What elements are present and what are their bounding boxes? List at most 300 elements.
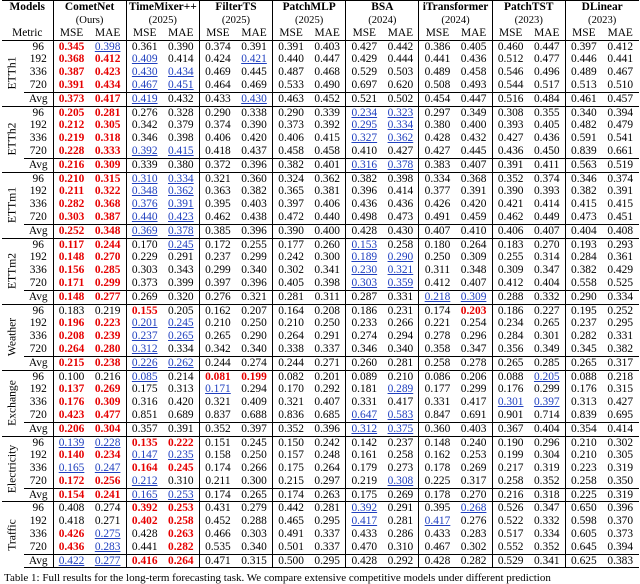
value: 0.332	[533, 515, 560, 528]
value-cell	[602, 66, 639, 79]
value-cell	[529, 238, 566, 251]
value-cell	[529, 132, 566, 145]
table-row	[2, 370, 639, 383]
value: 0.404	[533, 276, 560, 289]
value: 0.406	[205, 132, 231, 145]
value-cell	[382, 436, 419, 449]
value: 0.334	[607, 290, 634, 303]
value-cell	[273, 198, 310, 211]
second-best-value: 0.430	[131, 66, 158, 79]
best-value: 0.244	[94, 238, 121, 251]
value: 0.493	[460, 78, 487, 91]
value-cell	[163, 541, 200, 554]
value: 0.357	[131, 422, 158, 435]
value: 0.302	[278, 264, 304, 277]
value-cell	[53, 251, 90, 264]
dataset-label	[2, 370, 24, 436]
value: 0.296	[460, 330, 487, 343]
value: 0.526	[497, 502, 524, 515]
best-value: 0.148	[58, 251, 85, 264]
value-cell	[236, 185, 273, 198]
value-cell	[163, 185, 200, 198]
value: 0.391	[460, 185, 487, 198]
value: 0.210	[387, 370, 414, 383]
value: 0.479	[607, 119, 634, 132]
value-cell	[236, 422, 273, 436]
value-cell	[126, 66, 163, 79]
value-cell	[273, 356, 310, 370]
value-cell	[53, 449, 90, 462]
value: 0.396	[241, 224, 267, 237]
value-cell	[346, 502, 383, 515]
value: 0.089	[351, 370, 378, 383]
value-cell	[90, 106, 127, 119]
value: 0.248	[314, 449, 341, 462]
value: 0.217	[497, 462, 524, 475]
best-value: 0.196	[58, 317, 85, 330]
value: 0.529	[497, 554, 524, 567]
second-best-value: 0.212	[131, 474, 158, 487]
value-cell	[382, 317, 419, 330]
model-name: TimeMixer++	[126, 1, 199, 15]
value: 0.321	[205, 396, 231, 409]
value-cell	[456, 488, 493, 502]
value-cell	[126, 554, 163, 568]
best-value: 0.304	[94, 422, 121, 435]
value-cell	[565, 515, 602, 528]
horizon-cell: Avg	[24, 488, 53, 502]
value: 0.473	[571, 210, 597, 223]
value: 0.255	[497, 251, 524, 264]
value: 0.274	[241, 356, 267, 369]
value-cell	[236, 66, 273, 79]
value-cell	[163, 79, 200, 92]
value-cell	[419, 198, 456, 211]
metric-mse: MSE	[492, 27, 529, 40]
value: 0.379	[168, 119, 194, 132]
value: 0.440	[314, 210, 341, 223]
value: 0.393	[533, 185, 560, 198]
table-row	[2, 79, 639, 92]
value: 0.242	[314, 436, 341, 449]
table-row	[2, 436, 639, 449]
value-cell	[602, 251, 639, 264]
value: 0.309	[497, 264, 524, 277]
value-cell	[529, 119, 566, 132]
model-year: (2023)	[565, 14, 638, 27]
value-cell	[456, 92, 493, 106]
value-cell	[126, 92, 163, 106]
value-cell	[199, 370, 236, 383]
value: 0.338	[241, 106, 267, 119]
value-cell	[456, 502, 493, 515]
value: 0.311	[424, 264, 451, 277]
value: 0.901	[497, 408, 524, 421]
value: 0.360	[424, 422, 451, 435]
table-row	[2, 396, 639, 409]
value-cell	[382, 356, 419, 370]
value: 0.337	[314, 342, 341, 355]
value: 0.279	[241, 502, 267, 515]
value-cell	[382, 224, 419, 238]
best-value: 0.299	[94, 276, 121, 289]
value-cell	[126, 515, 163, 528]
value: 0.281	[278, 290, 304, 303]
value: 0.428	[424, 132, 451, 145]
value-cell	[602, 370, 639, 383]
table-row	[2, 475, 639, 488]
value-cell	[492, 238, 529, 251]
value-cell	[565, 343, 602, 356]
value-cell	[90, 53, 127, 66]
value: 0.290	[571, 290, 597, 303]
value-cell	[382, 119, 419, 132]
value: 0.278	[424, 330, 451, 343]
value-cell	[163, 488, 200, 502]
value: 0.436	[460, 53, 487, 66]
value-cell	[236, 211, 273, 224]
best-value: 0.203	[460, 304, 487, 317]
value: 0.250	[241, 449, 267, 462]
second-best-value: 0.397	[533, 396, 560, 409]
value: 0.352	[533, 540, 560, 553]
value: 0.457	[607, 92, 634, 105]
dataset-name: ETTh1	[5, 56, 19, 90]
value-cell	[346, 211, 383, 224]
best-value: 0.208	[58, 330, 85, 343]
value: 0.484	[533, 92, 560, 105]
value: 0.088	[497, 370, 524, 383]
value: 0.193	[571, 238, 597, 251]
value-cell	[53, 277, 90, 290]
value-cell	[346, 409, 383, 422]
value-cell	[309, 106, 346, 119]
value-cell	[309, 185, 346, 198]
value: 0.219	[94, 304, 121, 317]
value-cell	[382, 198, 419, 211]
value: 0.407	[533, 224, 560, 237]
value: 0.177	[424, 383, 451, 396]
value-cell	[163, 462, 200, 475]
value: 0.281	[314, 502, 341, 515]
value-cell	[163, 251, 200, 264]
value-cell	[419, 172, 456, 185]
value-cell	[90, 145, 127, 158]
horizon-cell: 192	[29, 53, 47, 66]
value-cell	[163, 422, 200, 436]
value-cell	[236, 92, 273, 106]
horizon-cell: 720	[29, 276, 47, 289]
value-cell	[236, 528, 273, 541]
value-cell	[309, 92, 346, 106]
value-cell	[346, 158, 383, 172]
value-cell	[236, 436, 273, 449]
second-best-value: 0.277	[94, 554, 121, 567]
value: 0.477	[533, 53, 560, 66]
value: 0.451	[607, 210, 634, 223]
value: 0.691	[460, 408, 487, 421]
value: 0.625	[571, 554, 597, 567]
table-row	[2, 92, 639, 106]
value-cell	[529, 79, 566, 92]
value: 0.445	[241, 66, 267, 79]
horizon-cell: 720	[29, 144, 47, 157]
value-cell	[565, 304, 602, 317]
value: 0.383	[424, 158, 451, 171]
horizon-cell: 336	[29, 198, 47, 211]
value: 0.291	[168, 251, 194, 264]
horizon-cell: Avg	[24, 158, 53, 172]
value: 0.302	[460, 540, 487, 553]
best-value: 0.277	[94, 290, 121, 303]
best-value: 0.212	[58, 119, 85, 132]
value-cell	[565, 106, 602, 119]
second-best-value: 0.392	[131, 144, 158, 157]
value-cell	[565, 330, 602, 343]
value: 0.400	[314, 224, 341, 237]
second-best-value: 0.205	[533, 370, 560, 383]
value-cell	[346, 277, 383, 290]
value: 0.517	[533, 78, 560, 91]
value-cell	[126, 264, 163, 277]
second-best-value: 0.218	[424, 290, 451, 303]
best-value: 0.391	[58, 78, 85, 91]
best-value: 0.252	[58, 224, 85, 237]
horizon-cell: 96	[32, 40, 44, 53]
value-cell	[309, 449, 346, 462]
value-cell	[419, 449, 456, 462]
value-cell	[346, 541, 383, 554]
second-best-value: 0.362	[168, 185, 194, 198]
value-cell	[565, 290, 602, 304]
value: 0.299	[205, 264, 231, 277]
value-cell	[346, 554, 383, 568]
value-cell	[492, 541, 529, 554]
horizon-cell: Avg	[24, 224, 53, 238]
value: 0.297	[314, 474, 341, 487]
value: 0.299	[533, 383, 560, 396]
value-cell	[492, 172, 529, 185]
value-cell	[53, 40, 90, 53]
value: 0.420	[460, 198, 487, 211]
value-cell	[565, 132, 602, 145]
horizon-cell: 336	[29, 330, 47, 343]
value-cell	[236, 40, 273, 53]
value: 0.496	[533, 66, 560, 79]
value: 0.340	[571, 106, 597, 119]
value-cell	[199, 515, 236, 528]
value-cell	[346, 356, 383, 370]
value: 0.445	[460, 144, 487, 157]
value: 0.285	[533, 356, 560, 369]
dataset-name: ETTh2	[5, 122, 19, 156]
dataset-label	[2, 502, 24, 568]
value: 0.398	[387, 172, 414, 185]
value: 0.458	[278, 144, 304, 157]
best-value: 0.309	[94, 396, 121, 409]
best-value: 0.172	[58, 474, 85, 487]
value-cell	[236, 277, 273, 290]
value-cell	[456, 436, 493, 449]
value: 0.465	[278, 515, 304, 528]
value-cell	[126, 53, 163, 66]
value: 0.295	[314, 554, 341, 567]
best-value: 0.263	[168, 528, 194, 541]
value-cell	[236, 264, 273, 277]
horizon-cell: Avg	[24, 356, 53, 370]
value-cell	[199, 66, 236, 79]
value-cell	[565, 211, 602, 224]
value-cell	[456, 40, 493, 53]
value: 0.382	[351, 172, 378, 185]
value-cell	[126, 158, 163, 172]
horizon-cell: 720	[29, 342, 47, 355]
value-cell	[199, 449, 236, 462]
value-cell	[273, 106, 310, 119]
value-cell	[492, 462, 529, 475]
value-cell	[53, 383, 90, 396]
value-cell	[126, 502, 163, 515]
value-cell	[163, 554, 200, 568]
horizon-cell: Avg	[24, 92, 53, 106]
table-row	[2, 264, 639, 277]
best-value: 0.426	[58, 528, 85, 541]
value: 0.370	[607, 515, 634, 528]
value-cell	[602, 462, 639, 475]
second-best-value: 0.369	[131, 224, 158, 237]
metric-mae: MAE	[90, 27, 127, 40]
value-cell	[492, 132, 529, 145]
value-cell	[565, 238, 602, 251]
table-row	[2, 383, 639, 396]
value-cell	[419, 343, 456, 356]
value-cell	[382, 343, 419, 356]
value-cell	[346, 396, 383, 409]
value: 0.215	[278, 474, 304, 487]
value-cell	[273, 172, 310, 185]
value-cell	[456, 185, 493, 198]
value: 0.342	[205, 342, 231, 355]
value-cell	[309, 304, 346, 317]
horizon-cell: Avg	[24, 422, 53, 436]
value-cell	[199, 145, 236, 158]
value-cell	[529, 145, 566, 158]
second-best-value: 0.362	[387, 132, 414, 145]
value: 0.535	[205, 540, 231, 553]
best-value: 0.423	[94, 66, 121, 79]
value-cell	[492, 488, 529, 502]
value-cell	[273, 251, 310, 264]
model-name: PatchTST	[492, 1, 565, 15]
value-cell	[529, 488, 566, 502]
value: 0.266	[387, 317, 414, 330]
value: 0.440	[278, 53, 304, 66]
best-value: 0.206	[58, 422, 85, 435]
value: 0.381	[314, 185, 341, 198]
value: 0.206	[460, 370, 487, 383]
value-cell	[53, 356, 90, 370]
value-cell	[492, 383, 529, 396]
value-cell	[529, 422, 566, 436]
value-cell	[602, 290, 639, 304]
value: 0.591	[571, 132, 597, 145]
value-cell	[492, 515, 529, 528]
value-cell	[90, 304, 127, 317]
value: 0.367	[497, 422, 524, 435]
value: 0.368	[460, 172, 487, 185]
value: 0.175	[131, 383, 158, 396]
value-cell	[163, 106, 200, 119]
value-cell	[90, 383, 127, 396]
value: 0.233	[351, 317, 378, 330]
value: 0.373	[278, 119, 304, 132]
second-best-value: 0.417	[424, 515, 451, 528]
value-cell	[456, 53, 493, 66]
value-cell	[346, 475, 383, 488]
value-cell	[236, 132, 273, 145]
value-cell	[236, 317, 273, 330]
horizon-cell: 720	[29, 408, 47, 421]
value-cell	[163, 158, 200, 172]
value-cell	[492, 370, 529, 383]
value-cell	[456, 554, 493, 568]
value: 0.240	[460, 436, 487, 449]
value: 0.186	[497, 304, 524, 317]
value: 0.287	[351, 290, 378, 303]
value-cell	[126, 277, 163, 290]
value: 0.264	[460, 238, 487, 251]
value-cell	[126, 317, 163, 330]
value-cell	[309, 145, 346, 158]
value: 0.427	[387, 144, 414, 157]
value-cell	[199, 53, 236, 66]
value-cell	[53, 409, 90, 422]
best-value: 0.264	[168, 554, 194, 567]
value-cell	[309, 172, 346, 185]
value-cell	[565, 92, 602, 106]
value-cell	[382, 53, 419, 66]
value-cell	[565, 172, 602, 185]
value: 0.415	[314, 132, 341, 145]
metric-mae: MAE	[602, 27, 639, 40]
value-cell	[529, 409, 566, 422]
value-cell	[382, 158, 419, 172]
value: 0.436	[351, 198, 378, 211]
value: 0.441	[424, 53, 451, 66]
value: 0.231	[387, 304, 414, 317]
value-cell	[163, 383, 200, 396]
value: 0.427	[351, 40, 378, 53]
dataset-label	[2, 436, 24, 502]
horizon-cell: Avg	[24, 290, 53, 304]
value: 0.341	[314, 264, 341, 277]
value: 0.221	[424, 317, 451, 330]
value-cell	[273, 40, 310, 53]
value-cell	[382, 396, 419, 409]
value-cell	[126, 383, 163, 396]
value-cell	[382, 554, 419, 568]
value: 0.328	[168, 106, 194, 119]
value-cell	[382, 502, 419, 515]
horizon-cell: 96	[24, 436, 53, 449]
value-cell	[456, 396, 493, 409]
best-value: 0.154	[58, 488, 85, 501]
second-best-value: 0.398	[94, 40, 121, 53]
value: 0.242	[278, 251, 304, 264]
second-best-value: 0.226	[131, 356, 158, 369]
best-value: 0.205	[58, 106, 85, 119]
metric-mae: MAE	[163, 27, 200, 40]
